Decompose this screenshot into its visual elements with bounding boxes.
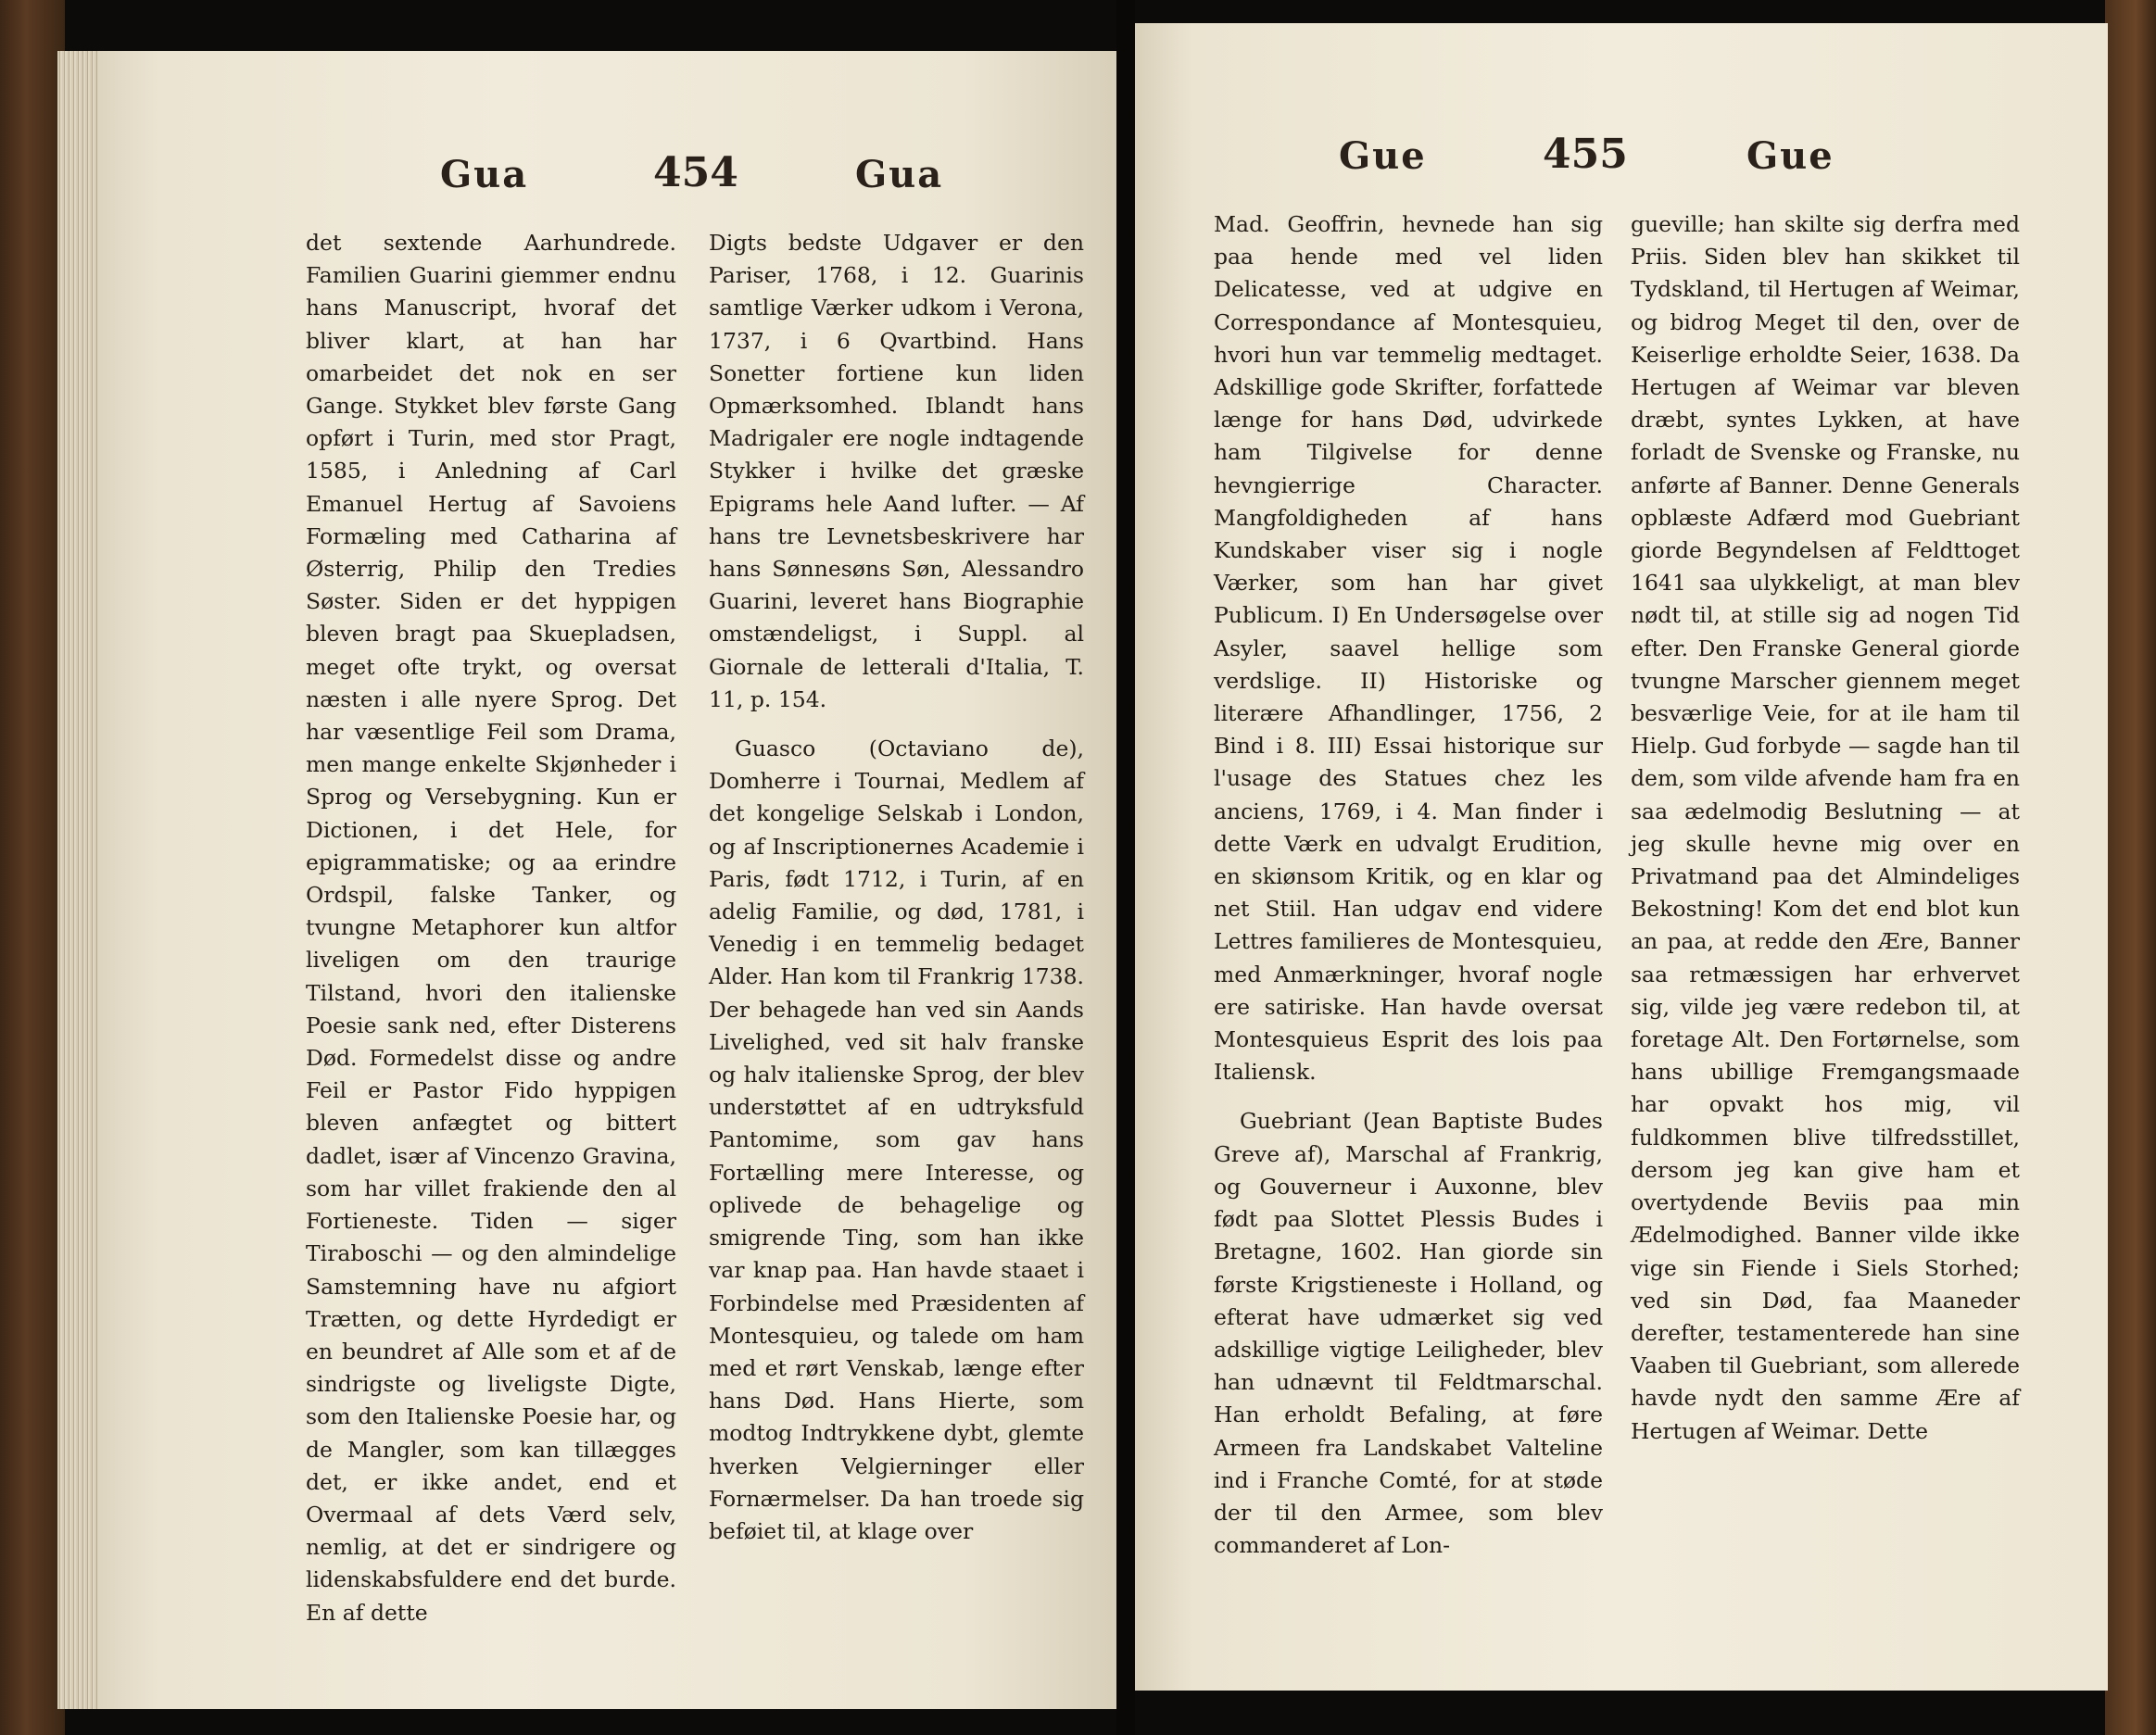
left-page-number: 454 bbox=[653, 149, 738, 196]
paragraph: Mad. Geoffrin, hevnede han sig paa hende med vel liden Delicatesse, ved at udgive en Correspondance af Montesquieu, hvori hun var temmelig medtaget. Adskillige gode Skrifter, forfattede længe for hans Død, udvirkede ham Tilgivelse for denne hevngierrige Character. Mangfoldigheden af hans Kundskaber viser sig i nogle Værker, som han har givet Publicum. I) En Undersøgelse over Asyler, saavel hellige som verdslige. II) Historiske og literære Afhandlinger, 1756, 2 Bind i 8. III) Essai historique sur l'usage des Statues chez les anciens, 1769, i 4. Man finder i dette Værk en udvalgt Erudition, en skiønsom Kritik, og en klar og net Stiil. Han udgav end videre Lettres familieres de Montesquieu, med Anmærkninger, hvoraf nogle ere satiriske. Han havde oversat Montesquieus Esprit des lois paa Italiensk. bbox=[1214, 211, 1603, 1086]
right-column-2 bbox=[1631, 208, 2020, 1448]
left-column-1 bbox=[306, 227, 676, 1629]
paragraph: det sextende Aarhundrede. Familien Guarini giemmer endnu hans Manuscript, hvoraf det bliver klart, at han har omarbeidet det nok en ser Gange. Stykket blev første Gang opført i Turin, med stor Pragt, 1585, i Anledning af Carl Emanuel Hertug af Savoiens Formæling med Catharina af Østerrig, Philip den Tredies Søster. Siden er det hyppigen bleven bragt paa Skuepladsen, meget ofte trykt, og oversat næsten i alle nyere Sprog. Det har væsentlige Feil som Drama, men mange enkelte Skjønheder i Sprog og Versebygning. Kun er Dictionen, i det Hele, for epigrammatiske; og aa erindre Ordspil, falske Tanker, og tvungne Metaphorer kun altfor liveligen om den traurige Tilstand, hvori den italienske Poesie sank ned, efter Disterens Død. Formedelst disse og andre Feil er Pastor Fido hyppigen bleven anfægtet og bittert dadlet, især af Vincenzo Gravina, som har villet frakiende den al Fortieneste. Tiden — siger Tiraboschi — og den almindelige Samstemning have nu afgiort Trætten, og dette Hyrdedigt er en beundret af Alle som et af de sindrigste og liveligste Digte, som den Italienske Poesie har, og de Mangler, som kan tillægges det, er ikke andet, end et Overmaal af dets Værd selv, nemlig, at det er sindrigere og lidenskabsfuldere end det burde. En af dette bbox=[306, 230, 676, 1626]
right-column-1 bbox=[1214, 208, 1603, 1562]
right-headword-outer: Gue bbox=[1339, 134, 1427, 178]
paragraph: gueville; han skilte sig derfra med Priis. Siden blev han skikket til Tydskland, til Hertugen af Weimar, og bidrog Meget til den, over de Keiserlige erholdte Seier, 1638. Da Hertugen af Weimar var bleven dræbt, syntes Lykken, at have forladt de Svenske og Franske, nu anførte af Banner. Denne Generals opblæste Adfærd mod Guebriant giorde Begyndelsen af Feldttoget 1641 saa ulykkeligt, at man blev nødt til, at stille sig ad nogen Tid efter. Den Franske General giorde tvungne Marscher giennem meget besværlige Veie, for at ile ham til Hielp. Gud forbyde — sagde han til dem, som vilde afvende ham fra en saa ædelmodig Beslutning — at jeg skulle hevne mig over en Privatmand paa det Almindeliges Bekostning! Kom det end blot kun an paa, at redde den Ære, Banner saa retmæssigen har erhvervet sig, vilde jeg være redebon til, at foretage Alt. Den Fortørnelse, som hans ubillige Fremgangsmaade har opvakt hos mig, vil fuldkommen blive tilfredsstillet, dersom jeg kan give ham et overtydende Beviis paa min Ædelmodighed. Banner vilde ikke vige sin Fiende i Siels Storhed; ved sin Død, faa Maaneder derefter, testamenterede han sine Vaaben til Guebriant, som allerede havde nydt den samme Ære af Hertugen af Weimar. Dette bbox=[1631, 211, 2020, 1444]
left-headword-inner: Gua bbox=[855, 153, 944, 196]
paragraph: Guasco (Octaviano de), Domherre i Tournai, Medlem af det kongelige Selskab i London, og af Inscriptionernes Academie i Paris, født 1712, i Turin, af en adelig Familie, og død, 1781, i Venedig i en temmelig bedaget Alder. Han kom til Frankrig 1738. Der behagede han ved sin Aands Livelighed, ved sit halv franske og halv italienske Sprog, der blev understøttet af en udtryksfuld Pantomime, som gav hans Fortælling mere Interesse, og oplivede de behagelige og smigrende Ting, som han ikke var knap paa. Han havde staaet i Forbindelse med Præsidenten af Montesquieu, og talede om ham med et rørt Venskab, længe efter hans Død. Hans Hierte, som modtog Indtrykkene dybt, glemte hverken Velgierninger eller Fornærmelser. Da han troede sig beføiet til, at klage over bbox=[709, 735, 1084, 1544]
right-headword-inner: Gue bbox=[1746, 134, 1834, 178]
right-page bbox=[1135, 23, 2108, 1691]
left-column-2 bbox=[709, 227, 1084, 1548]
book-gutter bbox=[1116, 0, 1135, 1735]
book-cover-right bbox=[2105, 0, 2156, 1735]
book-cover-left bbox=[0, 0, 65, 1735]
left-page bbox=[97, 51, 1116, 1709]
left-headword-outer: Gua bbox=[440, 153, 529, 196]
paragraph: Digts bedste Udgaver er den Pariser, 1768, i 12. Guarinis samtlige Værker udkom i Verona, 1737, i 6 Qvartbind. Hans Sonetter fortiene kun liden Opmærksomhed. Iblandt hans Madrigaler ere nogle indtagende Stykker i hvilke det græske Epigrams hele Aand lufter. — Af hans tre Levnetsbeskrivere har hans Sønnesøns Søn, Alessandro Guarini, leveret hans Biographie omstændeligst, i Suppl. al Giornale de letterali d'Italia, T. 11, p. 154. bbox=[709, 230, 1084, 712]
right-page-number: 455 bbox=[1543, 131, 1628, 178]
paragraph: Guebriant (Jean Baptiste Budes Greve af), Marschal af Frankrig, og Gouverneur i Auxonne, blev født paa Slottet Plessis Budes i Bretagne, 1602. Han giorde sin første Krigstieneste i Holland, og efterat have udmærket sig ved adskillige vigtige Leiligheder, blev han udnævnt til Feldtmarschal. Han erholdt Befaling, at føre Armeen fra Landskabet Valteline ind i Franche Comté, for at støde der til den Armee, som blev commanderet af Lon- bbox=[1214, 1108, 1603, 1559]
